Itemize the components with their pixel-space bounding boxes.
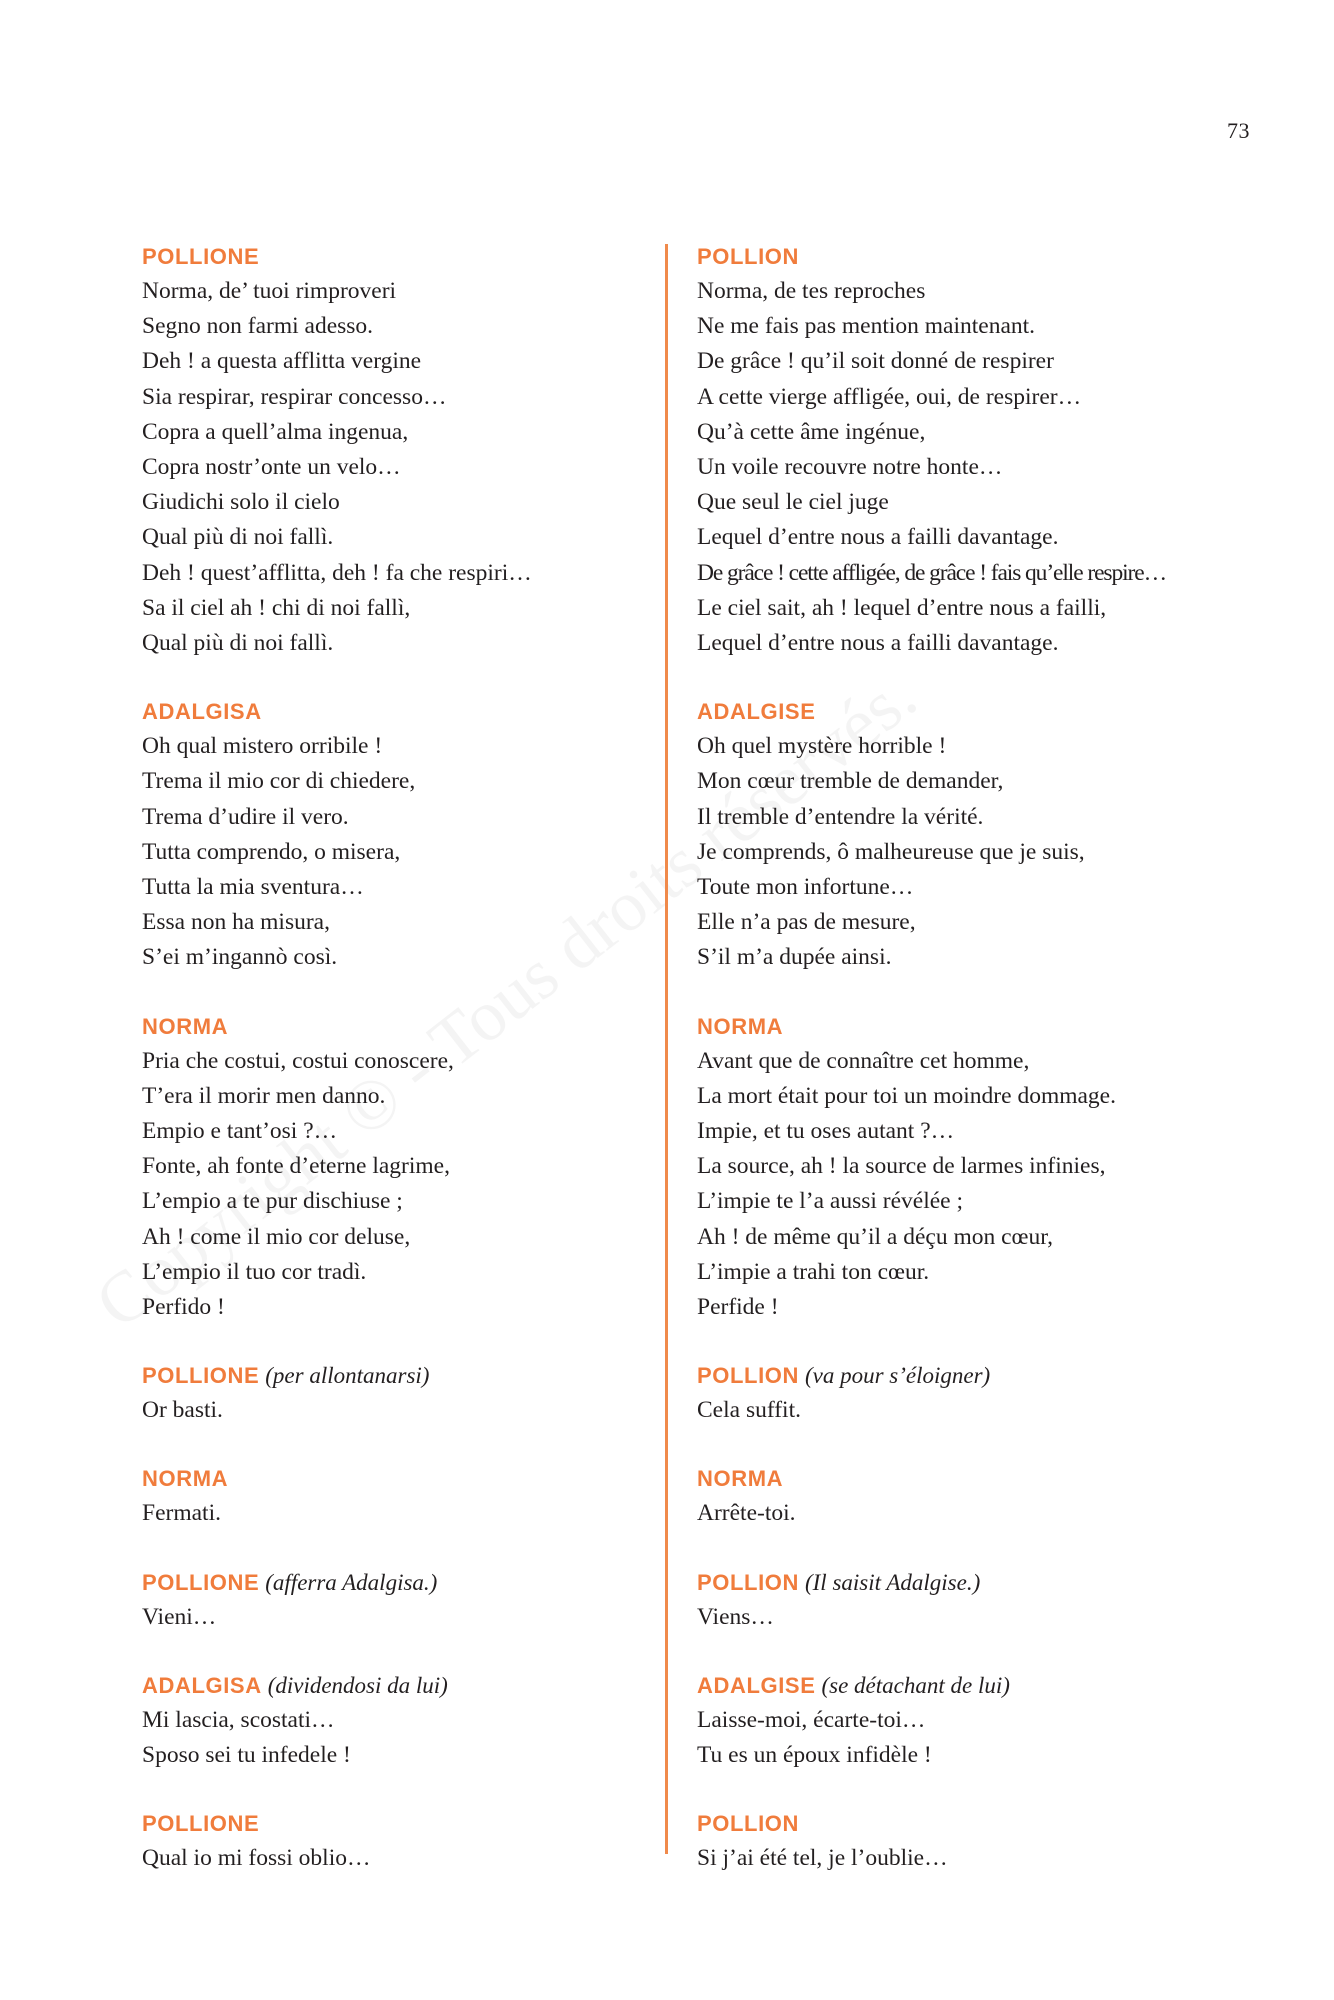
verse-line: Deh ! a questa afflitta vergine xyxy=(142,348,422,375)
verse-line: La source, ah ! la source de larmes infinies, xyxy=(697,1153,1106,1180)
verse-line: Mon cœur tremble de demander, xyxy=(697,768,1004,795)
speaker-label: ADALGISA xyxy=(142,1672,262,1698)
speaker-name xyxy=(697,1462,1257,1496)
verse-line: Ah ! de même qu’il a déçu mon cœur, xyxy=(697,1223,1054,1250)
verse-line: Trema d’udire il vero. xyxy=(142,803,349,830)
verse-line: Norma, de’ tuoi rimproveri xyxy=(142,278,397,304)
speaker-label: NORMA xyxy=(697,1466,784,1492)
verse-line: Viens… xyxy=(697,1603,774,1630)
dialogue-block xyxy=(142,1566,642,1635)
speaker-label: POLLIONE xyxy=(142,1811,260,1837)
stage-direction: (dividendosi da lui) xyxy=(267,1672,448,1698)
verse-line: Qual più di noi fallì. xyxy=(142,630,334,657)
verse-line: La mort était pour toi un moindre dommage. xyxy=(697,1082,1116,1109)
verse-line: Je comprends, ô malheureuse que je suis, xyxy=(697,838,1085,865)
verse-line: S’ei m’ingannò così. xyxy=(142,944,338,971)
verse-line: Cela suffit. xyxy=(697,1397,801,1424)
speaker-name xyxy=(697,695,1257,729)
verse-line: A cette vierge affligée, oui, de respirer… xyxy=(697,383,1082,410)
verse-line: Laisse-moi, écarte-toi… xyxy=(697,1706,926,1733)
verse-line: Perfide ! xyxy=(697,1294,779,1321)
dialogue-block xyxy=(142,695,642,975)
verse-line: De grâce ! qu’il soit donné de respirer xyxy=(697,348,1054,375)
speaker-label: POLLION xyxy=(697,1569,799,1595)
french-translation-column xyxy=(697,240,1257,1911)
verse-line: Arrête-toi. xyxy=(697,1500,796,1527)
verse-line: Elle n’a pas de mesure, xyxy=(697,909,916,936)
dialogue-block xyxy=(697,1566,1257,1635)
verse-line: Sa il ciel ah ! chi di noi fallì, xyxy=(142,594,411,621)
verse-line: Copra a quell’alma ingenua, xyxy=(142,418,409,445)
verse-line: Giudichi solo il cielo xyxy=(142,489,340,516)
speaker-name xyxy=(142,1359,642,1393)
italian-libretto-column xyxy=(142,240,642,1911)
speaker-name xyxy=(697,1807,1257,1841)
stage-direction: (se détachant de lui) xyxy=(821,1672,1010,1698)
speaker-label: POLLION xyxy=(697,1811,799,1837)
dialogue-block xyxy=(142,1669,642,1773)
verse-line: Sposo sei tu infedele ! xyxy=(142,1742,351,1769)
verse-line: Trema il mio cor di chiedere, xyxy=(142,768,416,795)
verse-line: Oh quel mystère horrible ! xyxy=(697,733,947,760)
dialogue-block xyxy=(697,695,1257,975)
verse-line: Un voile recouvre notre honte… xyxy=(697,454,1003,481)
verse-line: L’empio il tuo cor tradì. xyxy=(142,1258,367,1285)
verse-line: Essa non ha misura, xyxy=(142,909,330,936)
verse-line: Segno non farmi adesso. xyxy=(142,313,374,340)
speaker-name xyxy=(142,240,642,274)
verse-line: Si j’ai été tel, je l’oublie… xyxy=(697,1845,948,1872)
verse-line: De grâce ! cette affligée, de grâce ! fais qu’elle respire… xyxy=(697,559,1166,586)
stage-direction: (Il saisit Adalgise.) xyxy=(804,1569,981,1595)
stage-direction: (afferra Adalgisa.) xyxy=(265,1569,438,1595)
speaker-label: POLLION xyxy=(697,244,799,269)
verse-line: Pria che costui, costui conoscere, xyxy=(142,1047,454,1074)
dialogue-block xyxy=(697,1669,1257,1773)
verse-line: Ne me fais pas mention maintenant. xyxy=(697,313,1036,340)
speaker-label: POLLIONE xyxy=(142,244,260,269)
verse-line: Qual più di noi fallì. xyxy=(142,524,334,551)
verse-line: Perfido ! xyxy=(142,1294,225,1321)
verse-line: T’era il morir men danno. xyxy=(142,1082,386,1109)
dialogue-block xyxy=(142,1462,642,1531)
verse-line: Le ciel sait, ah ! lequel d’entre nous a failli, xyxy=(697,594,1107,621)
verse-line: Oh qual mistero orribile ! xyxy=(142,733,383,760)
dialogue-block xyxy=(142,240,642,661)
verse-line: Avant que de connaître cet homme, xyxy=(697,1047,1030,1074)
speaker-name xyxy=(142,1807,642,1841)
speaker-label: NORMA xyxy=(142,1013,229,1039)
stage-direction: (va pour s’éloigner) xyxy=(804,1363,991,1389)
speaker-label: ADALGISE xyxy=(697,699,816,725)
verse-line: Sia respirar, respirar concesso… xyxy=(142,383,447,410)
dialogue-block xyxy=(697,1010,1257,1326)
dialogue-block xyxy=(142,1359,642,1428)
speaker-label: NORMA xyxy=(697,1013,784,1039)
verse-line: S’il m’a dupée ainsi. xyxy=(697,944,892,971)
dialogue-block xyxy=(142,1807,642,1876)
verse-line: Il tremble d’entendre la vérité. xyxy=(697,803,984,830)
verse-line: Deh ! quest’afflitta, deh ! fa che respiri… xyxy=(142,559,532,586)
speaker-name xyxy=(142,1669,642,1703)
speaker-name xyxy=(697,1566,1257,1600)
speaker-name xyxy=(142,695,642,729)
speaker-label: NORMA xyxy=(142,1466,229,1492)
page-number: 73 xyxy=(1227,118,1250,143)
verse-line: Norma, de tes reproches xyxy=(697,278,926,304)
verse-line: L’empio a te pur dischiuse ; xyxy=(142,1188,403,1215)
verse-line: Toute mon infortune… xyxy=(697,874,914,901)
column-divider xyxy=(665,244,668,1854)
speaker-label: POLLIONE xyxy=(142,1569,260,1595)
verse-line: Tutta la mia sventura… xyxy=(142,874,364,901)
verse-line: Qu’à cette âme ingénue, xyxy=(697,418,926,445)
verse-line: Copra nostr’onte un velo… xyxy=(142,454,401,481)
speaker-name xyxy=(697,240,1257,274)
verse-line: Vieni… xyxy=(142,1603,217,1630)
verse-line: Tu es un époux infidèle ! xyxy=(697,1742,932,1769)
speaker-name xyxy=(697,1359,1257,1393)
dialogue-block xyxy=(697,1359,1257,1428)
verse-line: Fermati. xyxy=(142,1500,221,1527)
dialogue-block xyxy=(697,1462,1257,1531)
speaker-label: ADALGISE xyxy=(697,1672,816,1698)
speaker-name xyxy=(142,1462,642,1496)
dialogue-block xyxy=(697,1807,1257,1876)
verse-line: Fonte, ah fonte d’eterne lagrime, xyxy=(142,1153,450,1180)
speaker-name xyxy=(697,1669,1257,1703)
dialogue-block xyxy=(142,1010,642,1326)
verse-line: L’impie a trahi ton cœur. xyxy=(697,1258,930,1285)
verse-line: Ah ! come il mio cor deluse, xyxy=(142,1223,411,1250)
verse-line: Mi lascia, scostati… xyxy=(142,1706,335,1733)
speaker-name xyxy=(142,1010,642,1044)
verse-line: Tutta comprendo, o misera, xyxy=(142,838,401,865)
stage-direction: (per allontanarsi) xyxy=(265,1363,430,1389)
dialogue-block xyxy=(697,240,1257,661)
speaker-label: ADALGISA xyxy=(142,699,262,725)
verse-line: Qual io mi fossi oblio… xyxy=(142,1845,371,1872)
verse-line: L’impie te l’a aussi révélée ; xyxy=(697,1188,964,1215)
verse-line: Or basti. xyxy=(142,1397,223,1424)
verse-line: Lequel d’entre nous a failli davantage. xyxy=(697,630,1059,657)
speaker-label: POLLION xyxy=(697,1363,799,1389)
verse-line: Empio e tant’osi ?… xyxy=(142,1118,338,1145)
verse-line: Que seul le ciel juge xyxy=(697,489,889,516)
verse-line: Lequel d’entre nous a failli davantage. xyxy=(697,524,1059,551)
speaker-name xyxy=(697,1010,1257,1044)
speaker-label: POLLIONE xyxy=(142,1363,260,1389)
speaker-name xyxy=(142,1566,642,1600)
verse-line: Impie, et tu oses autant ?… xyxy=(697,1118,955,1145)
